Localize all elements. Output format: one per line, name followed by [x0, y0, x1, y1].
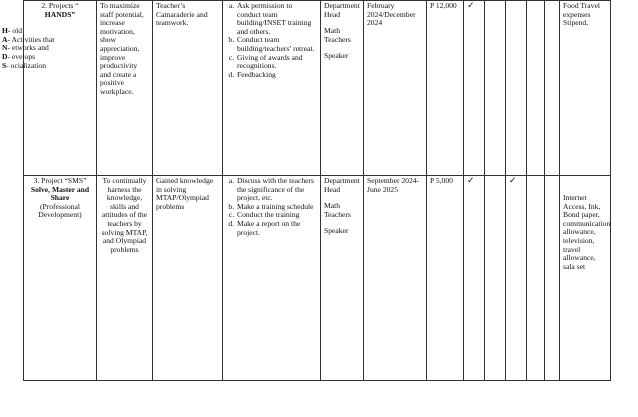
- check-cell: [527, 1, 545, 176]
- action-plan-table: [2, 0, 611, 362]
- acronym-item: N- etworks and: [2, 43, 49, 53]
- check-cell: [485, 1, 506, 176]
- activity-item: c. Giving of awards and recognitions.: [236, 54, 317, 71]
- project-title-bold: Solve, Master and Share: [30, 184, 90, 203]
- activity-item: b. Conduct team building/teachers’ retreat.: [236, 36, 317, 53]
- timeline-cell: February 2024/December 2024: [364, 1, 427, 176]
- activities-list: [226, 2, 317, 79]
- budget-cell: P 5,000: [427, 176, 464, 381]
- person-item: Speaker: [324, 51, 349, 61]
- activity-item: d. Feedbacking: [236, 71, 317, 80]
- acronym-item: A- Activities that: [2, 34, 55, 44]
- check-cell: [506, 1, 527, 176]
- check-cell: [545, 1, 560, 176]
- project-title-line2: HANDS”: [44, 9, 76, 19]
- activities-cell: [223, 176, 321, 381]
- activity-item: b. Make a training schedule: [236, 203, 317, 212]
- person-item: Speaker: [324, 226, 349, 236]
- person-item: Math Teachers: [324, 201, 351, 219]
- acronym-list: [2, 27, 93, 70]
- activity-item: a. Ask permission to conduct team building/INSET training and others.: [236, 2, 317, 36]
- acronym-item: D- evelops: [2, 51, 36, 61]
- check-cell: [485, 176, 506, 381]
- table-row: [24, 1, 611, 176]
- objective-cell: To continually harness the knowledge, skills and attitudes of the teachers by solving MTAP, and Olympiad problems: [97, 176, 153, 381]
- check-cell: ✓: [506, 176, 527, 381]
- check-cell: [527, 176, 545, 381]
- timeline-cell: September 2024-June 2025: [364, 176, 427, 381]
- check-cell: ✓: [464, 1, 485, 176]
- project-title-line1: 3. Project “SMS”: [33, 176, 87, 185]
- activities-cell: [223, 1, 321, 176]
- project-cell: [24, 176, 97, 381]
- acronym-item: S- ocialization: [2, 60, 47, 70]
- persons-cell: [321, 176, 364, 381]
- acronym-item: H- old: [2, 26, 23, 36]
- person-item: Department Head: [324, 1, 360, 19]
- source-cell: Internet Access, Ink, Bond paper, communication allowance, television, travel allowance, sala set: [560, 176, 611, 381]
- activity-item: a. Discuss with the teachers the significance of the project, etc.: [236, 177, 317, 203]
- activity-item: c. Conduct the training: [236, 211, 317, 220]
- activity-item: d. Make a report on the project.: [236, 220, 317, 237]
- project-cell: [2, 1, 97, 176]
- activities-list: [226, 177, 317, 237]
- check-cell: [545, 176, 560, 381]
- project-title-line3: (Professional Development): [38, 201, 82, 220]
- person-item: Department Head: [324, 176, 360, 194]
- expected-output-cell: Teacher’s Camaraderie and teamwork.: [153, 1, 223, 176]
- table-row: [24, 176, 611, 381]
- source-cell: Food Travel expenses Stipend,: [560, 1, 611, 176]
- project-title-line1: 2. Projects “: [41, 1, 79, 10]
- persons-cell: [321, 1, 364, 176]
- objective-cell: To maximize staff potential, increase motivation, show appreciation, improve productivity and create a positive workplace.: [97, 1, 153, 176]
- budget-cell: P 12,000: [427, 1, 464, 176]
- person-item: Math Teachers: [324, 26, 351, 44]
- check-cell: ✓: [464, 176, 485, 381]
- expected-output-cell: Gained knowledge in solving MTAP/Olympiad problems: [153, 176, 223, 381]
